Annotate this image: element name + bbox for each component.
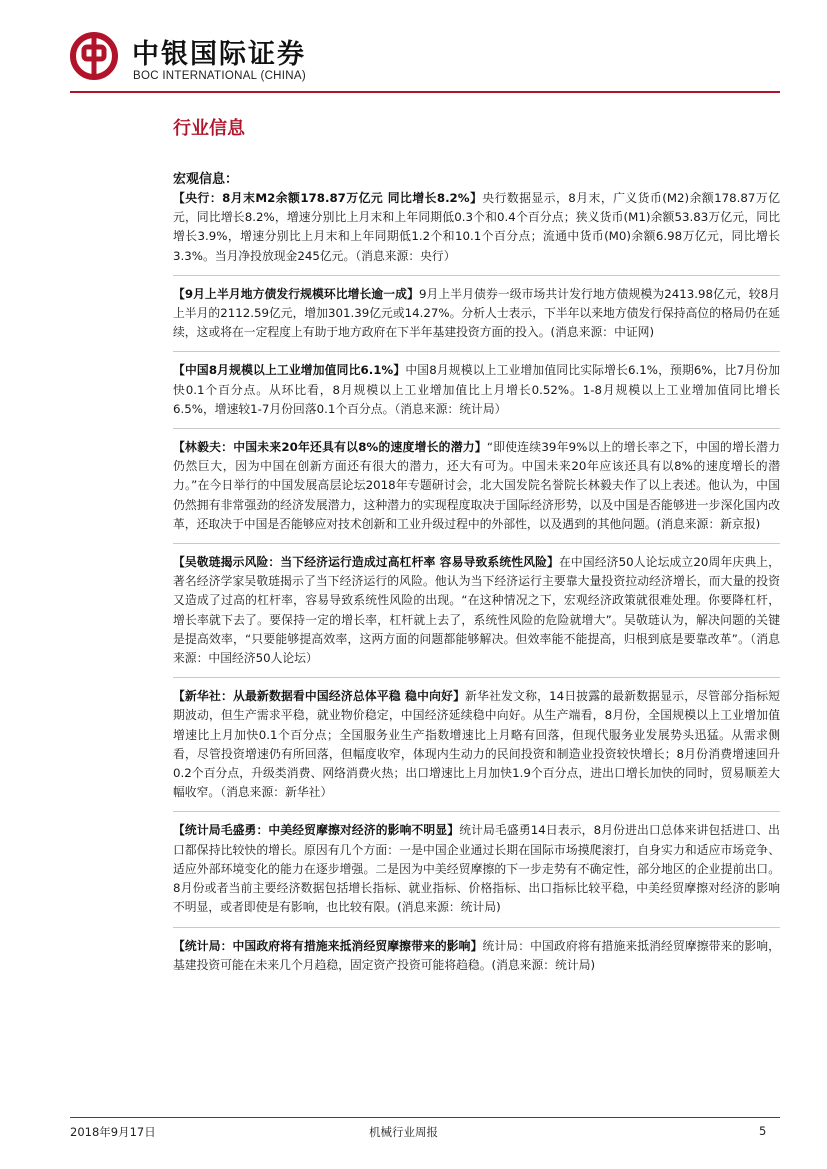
news-body: 新华社发文称，14日披露的最新数据显示，尽管部分指标短期波动，但生产需求平稳，就业物价稳定，中国经济延续稳中向好。从生产端看，8月份，全国规模以上工业增加值增速比上月加快0.1个百分点；全国服务业生产指数增速比上月略有回落，但现代服务业发展势头迅猛。从需求侧看，尽管投资增速仍有所回落，但幅度收窄，体现内生动力的民间投资和制造业投资较快增长；8月份消费增速回升0.2个百分点，升级类消费、网络消费火热；出口增速比上月加快1.9个百分点，进出口增长加快的同时，贸易顺差大幅收窄。（消息来源：新华社） xyxy=(173,689,781,800)
page-number: 5 xyxy=(759,1124,767,1138)
news-headline: 【统计局：中国政府将有措施来抵消经贸摩擦带来的影响】 xyxy=(173,938,483,953)
news-headline: 【统计局毛盛勇：中美经贸摩擦对经济的影响不明显】 xyxy=(173,823,460,838)
news-body: 在中国经济50人论坛成立20周年庆典上，著名经济学家吴敬琏揭示了当下经济运行的风险。他认为当下经济运行主要靠大量投资拉动经济增长，而大量的投资又造成了过高的杠杆率，容易导致系统性风险的出现。“在这种情况之下，宏观经济政策就很难处理。你要降杠杆，增长率就下去了。要保持一定的增长率，杠杆就上去了，系统性风险的危险就增大”。吴敬琏认为，解决问题的关键是提高效率，“只要能够提高效率，这两方面的问题都能够解决。但效率能不能提高，归根到底是要靠改革”。（消息来源：中国经济50人论坛） xyxy=(173,555,780,666)
news-item xyxy=(173,285,780,353)
brand-name-en: BOC INTERNATIONAL (CHINA) xyxy=(133,70,306,82)
news-body: “即使连续39年9%以上的增长率之下，中国的增长潜力仍然巨大，因为中国在创新方面还有很大的潜力，还大有可为。中国未来20年应该还具有以8%的速度增长的潜力。”在今日举行的中国发展高层论坛2018年专题研讨会，北大国发院名誉院长林毅夫作了以上表述。他认为，中国仍然拥有非常强劲的经济发展潜力，这种潜力的实现程度取决于国际经济形势，以及中国是否能够进一步深化国内改革，还取决于中国是否能够应对技术创新和工业升级过程中的外部性，以及遇到的其他问题。(消息来源：新京报) xyxy=(173,440,780,531)
footer-report-title: 机械行业周报 xyxy=(369,1125,438,1139)
news-item xyxy=(173,438,780,544)
news-body: 9月上半月债券一级市场共计发行地方债规模为2413.98亿元，较8月上半月的2112.59亿元，增加301.39亿元或14.27%。分析人士表示，下半年以来地方债发行保持高位的格局仍在延续，这或将在一定程度上有助于地方政府在下半年基建投资方面的投入。(消息来源：中证网) xyxy=(173,286,780,340)
news-item xyxy=(173,821,780,927)
page-header xyxy=(70,28,780,90)
news-headline: 【吴敬琏揭示风险：当下经济运行造成过高杠杆率 容易导致系统性风险】 xyxy=(173,555,559,570)
news-item xyxy=(173,937,780,984)
news-body: 统计局：中国政府将有措施来抵消经贸摩擦带来的影响，基建投资可能在未来几个月趋稳，固定资产投资可能将趋稳。(消息来源：统计局) xyxy=(173,938,780,972)
news-body: 中国8月规模以上工业增加值同比实际增长6.1%，预期6%，比7月份加快0.1个百分点。从环比看，8月规模以上工业增加值比上月增长0.52%。1-8月规模以上工业增加值同比增长6.5%，增速较1-7月份回落0.1个百分点。（消息来源：统计局） xyxy=(173,363,780,416)
boc-logo-icon xyxy=(70,32,118,80)
news-item xyxy=(173,189,780,276)
section-title: 行业信息 xyxy=(173,118,245,139)
news-headline: 【新华社：从最新数据看中国经济总体平稳 稳中向好】 xyxy=(173,689,466,704)
news-headline: 【央行：8月末M2余额178.87万亿元 同比增长8.2%】 xyxy=(173,191,483,205)
news-body: 统计局毛盛勇14日表示，8月份进出口总体来讲包括进口、出口都保持比较快的增长。原因有几个方面：一是中国企业通过长期在国际市场摸爬滚打，自身实力和适应市场竞争、适应外部环境变化的能力在逐步增强。二是因为中美经贸摩擦的下一步走势有不确定性，部分地区的企业提前出口。8月份或者当前主要经济数据包括增长指标、就业指标、价格指标、出口指标比较平稳，中美经贸摩擦对经济的影响不明显，或者即使是有影响，也比较有限。(消息来源：统计局) xyxy=(173,823,780,915)
footer-date: 2018年9月17日 xyxy=(70,1125,156,1139)
news-item xyxy=(173,687,780,812)
news-list xyxy=(173,189,780,984)
news-body: 央行数据显示，8月末，广义货币(M2)余额178.87万亿元，同比增长8.2%，增速分别比上月末和上年同期低0.3个和0.4个百分点；狭义货币(M1)余额53.83万亿元，同比增长3.9%，增速分别比上月末和上年同期低1.2个和10.1个百分点；流通中货币(M0)余额6.98万亿元，同比增长3.3%。当月净投放现金245亿元。（消息来源：央行） xyxy=(173,191,780,263)
header-divider xyxy=(70,91,780,93)
brand-name-cn: 中银国际证券 xyxy=(132,39,306,70)
news-headline: 【9月上半月地方债发行规模环比增长逾一成】 xyxy=(173,286,419,301)
news-item xyxy=(173,553,780,678)
news-headline: 【中国8月规模以上工业增加值同比6.1%】 xyxy=(173,363,406,378)
footer-divider xyxy=(70,1117,780,1118)
news-headline: 【林毅夫：中国未来20年还具有以8%的速度增长的潜力】 xyxy=(173,440,487,455)
sub-title: 宏观信息： xyxy=(173,172,239,187)
news-item xyxy=(173,361,780,429)
